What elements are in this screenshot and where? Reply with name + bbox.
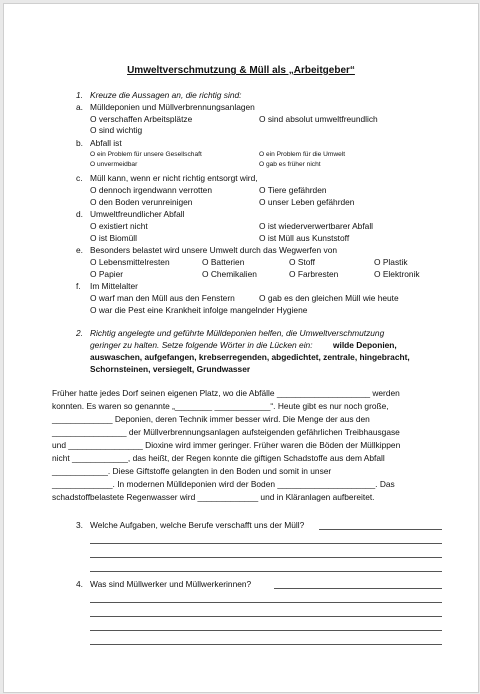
item-a-letter: a. — [76, 102, 83, 112]
option-checkbox[interactable]: O Lebensmittelresten — [90, 257, 170, 267]
item-b-letter: b. — [76, 138, 83, 148]
task1-instruction: Kreuze die Aussagen an, die richtig sind: — [90, 90, 242, 100]
option-checkbox[interactable]: O Tiere gefährden — [259, 185, 327, 195]
option-checkbox[interactable]: O ist Müll aus Kunststoff — [259, 233, 350, 243]
option-checkbox[interactable]: O Farbresten — [289, 269, 339, 279]
task2-instruction: geringer zu halten. Setze folgende Wörter in die Lücken ein: — [90, 340, 313, 350]
cloze-text-line: ____________. Diese Giftstoffe gelangten in den Boden und somit in unser — [52, 466, 332, 476]
task4-number: 4. — [76, 579, 83, 589]
cloze-text-line: und ________________ Dioxine wird immer geringer. Früher waren die Böden der Müllkippen — [52, 440, 401, 450]
option-checkbox[interactable]: O sind absolut umweltfreundlich — [259, 114, 378, 124]
task3-number: 3. — [76, 520, 83, 530]
word-bank: Schornsteinen, versiegelt, Grundwasser — [90, 364, 251, 374]
worksheet-title: Umweltverschmutzung & Müll als „Arbeitgeber“ — [127, 65, 355, 76]
item-d-letter: d. — [76, 209, 83, 219]
answer-line[interactable] — [90, 616, 442, 617]
item-e-letter: e. — [76, 245, 83, 255]
option-checkbox[interactable]: O ein Problem für die Umwelt — [259, 151, 346, 158]
option-checkbox[interactable]: O Chemikalien — [202, 269, 257, 279]
option-checkbox[interactable]: O den Boden verunreinigen — [90, 197, 193, 207]
option-checkbox[interactable]: O Batterien — [202, 257, 245, 267]
option-checkbox[interactable]: O Elektronik — [374, 269, 420, 279]
option-checkbox[interactable]: O dennoch irgendwann verrotten — [90, 185, 212, 195]
task2-number: 2. — [76, 328, 83, 338]
item-c-stem: Müll kann, wenn er nicht richtig entsorgt wird, — [90, 173, 258, 183]
answer-line[interactable] — [319, 529, 442, 530]
cloze-text-line: konnten. Es waren so genannte „________ ____________“. Heute gibt es nur noch große, — [52, 401, 389, 411]
option-checkbox[interactable]: O existiert nicht — [90, 221, 148, 231]
item-c-letter: c. — [76, 173, 83, 183]
cloze-text-line: _____________ Deponien, deren Technik immer besser wird. Die Menge der aus den — [52, 414, 370, 424]
task3-question: Welche Aufgaben, welche Berufe verschafft uns der Müll? — [90, 520, 305, 530]
item-f-stem: Im Mittelalter — [90, 281, 138, 291]
answer-line[interactable] — [274, 588, 442, 589]
answer-line[interactable] — [90, 602, 442, 603]
option-checkbox[interactable]: O unser Leben gefährden — [259, 197, 355, 207]
answer-line[interactable] — [90, 557, 442, 558]
option-checkbox[interactable]: O warf man den Müll aus den Fenstern — [90, 293, 235, 303]
cloze-text-line: _____________. In modernen Mülldeponien wird der Boden _____________________. Das — [52, 479, 395, 489]
answer-line[interactable] — [90, 543, 442, 544]
option-checkbox[interactable]: O sind wichtig — [90, 125, 143, 135]
word-bank: auswaschen, aufgefangen, krebserregenden, abgedichtet, zentrale, hingebracht, — [90, 352, 410, 362]
item-a-stem: Mülldeponien und Müllverbrennungsanlagen — [90, 102, 255, 112]
option-checkbox[interactable]: O gab es früher nicht — [259, 161, 321, 168]
option-checkbox[interactable]: O verschaffen Arbeitsplätze — [90, 114, 193, 124]
task1-number: 1. — [76, 90, 83, 100]
answer-line[interactable] — [90, 571, 442, 572]
worksheet-page — [3, 3, 479, 693]
item-f-letter: f. — [76, 281, 81, 291]
item-d-stem: Umweltfreundlicher Abfall — [90, 209, 185, 219]
option-checkbox[interactable]: O war die Pest eine Krankheit infolge mangelnder Hygiene — [90, 305, 308, 315]
cloze-text-line: nicht ____________, das heißt, der Regen konnte die giftigen Schadstoffe aus dem Abfall — [52, 453, 385, 463]
option-checkbox[interactable]: O Plastik — [374, 257, 408, 267]
option-checkbox[interactable]: O ist Biomüll — [90, 233, 138, 243]
option-checkbox[interactable]: O Stoff — [289, 257, 315, 267]
task4-question: Was sind Müllwerker und Müllwerkerinnen? — [90, 579, 252, 589]
cloze-text-line: Früher hatte jedes Dorf seinen eigenen Platz, wo die Abfälle ____________________ werden — [52, 388, 400, 398]
answer-line[interactable] — [90, 644, 442, 645]
answer-line[interactable] — [90, 630, 442, 631]
option-checkbox[interactable]: O Papier — [90, 269, 124, 279]
option-checkbox[interactable]: O ist wiederverwertbarer Abfall — [259, 221, 374, 231]
option-checkbox[interactable]: O ein Problem für unsere Gesellschaft — [90, 151, 202, 158]
item-b-stem: Abfall ist — [90, 138, 122, 148]
word-bank: wilde Deponien, — [333, 340, 397, 350]
task2-instruction: Richtig angelegte und geführte Mülldeponien helfen, die Umweltverschmutzung — [90, 328, 385, 338]
option-checkbox[interactable]: O unvermeidbar — [90, 161, 138, 168]
option-checkbox[interactable]: O gab es den gleichen Müll wie heute — [259, 293, 399, 303]
cloze-text-line: schadstoffbelastete Regenwasser wird _____________ und in Kläranlagen aufbereitet. — [52, 492, 375, 502]
cloze-text-line: ________________ der Müllverbrennungsanlagen aufsteigenden gefährlichen Treibhausgase — [52, 427, 400, 437]
item-e-stem: Besonders belastet wird unsere Umwelt durch das Wegwerfen von — [90, 245, 338, 255]
